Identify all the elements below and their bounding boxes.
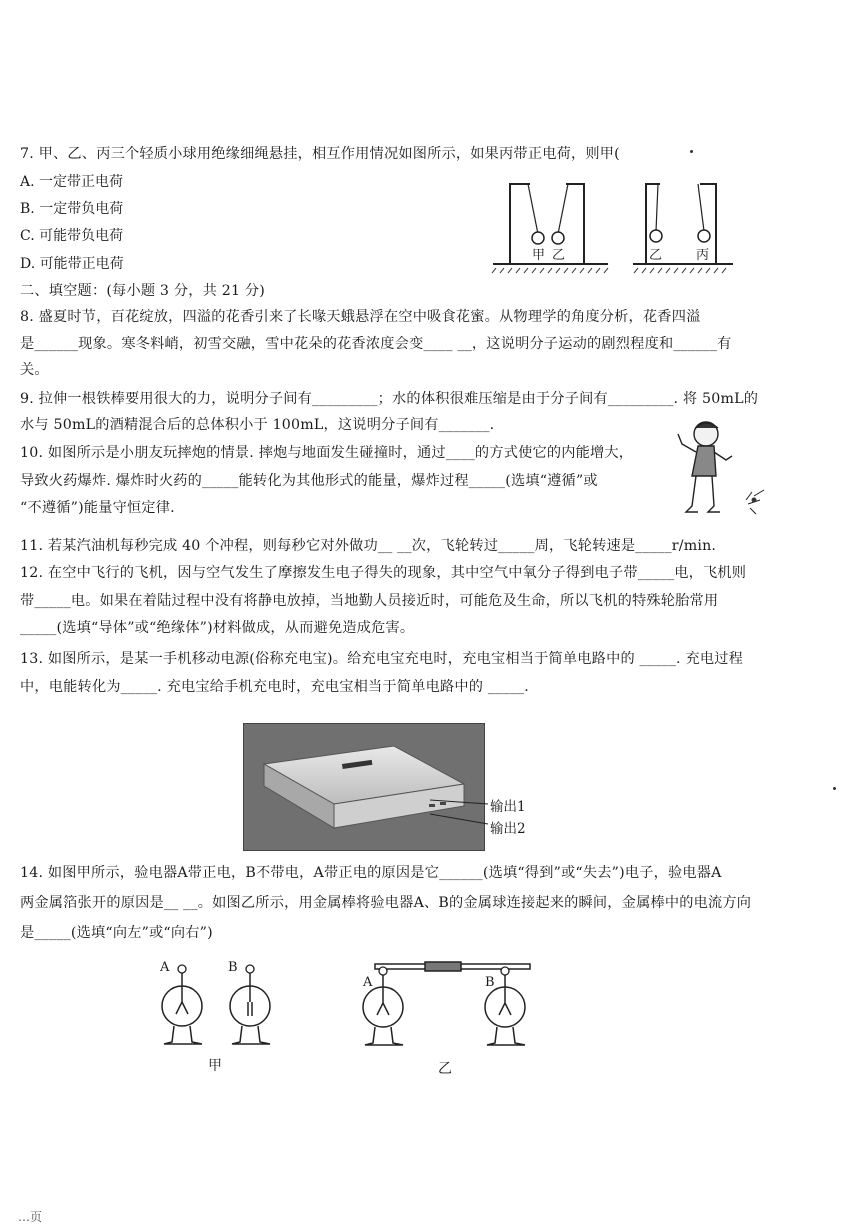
q7-option-d: D. 可能带正电荷: [20, 256, 124, 272]
q10-child-figure: [668, 416, 773, 520]
ball-label-bing: 丙: [696, 248, 710, 263]
q10-line-2: 导致火药爆炸. 爆炸时火药的_____能转化为其他形式的能量，爆炸过程_____(选填“遵循”或: [20, 473, 598, 489]
q9-line-2: 水与 50mL的酒精混合后的总体积小于 100mL，这说明分子间有_______.: [20, 417, 495, 433]
output-1-label: 输出1: [490, 799, 526, 815]
q10-line-1: 10. 如图所示是小朋友玩摔炮的情景. 摔炮与地面发生碰撞时，通过____的方式使它的内能增大，: [20, 445, 634, 461]
ball-label-yi: 乙: [552, 248, 566, 263]
q14-line-3: 是_____(选填“向左”或“向右”): [20, 925, 213, 941]
q7-option-c: C. 可能带负电荷: [20, 228, 124, 244]
q7-option-a: A. 一定带正电荷: [20, 174, 124, 190]
figure-caption-yi: 乙: [438, 1061, 452, 1077]
q13-line-2: 中，电能转化为_____. 充电宝给手机充电时，充电宝相当于简单电路中的 _____.: [20, 679, 530, 695]
ball-label-jia: 甲: [532, 248, 546, 263]
q12-line-3: _____(选填“导体”或“绝缘体”)材料做成，从而避免造成危害。: [20, 620, 415, 636]
electroscope-b-label: B: [228, 960, 238, 975]
q7-figure: [488, 176, 738, 274]
q9-line-1: 9. 拉伸一根铁棒要用很大的力，说明分子间有_________；水的体积很难压缩是由于分子间有_________. 将 50mL的: [20, 391, 759, 407]
q14-line-1: 14. 如图甲所示，验电器A带正电，B不带电，A带正电的原因是它______(选填“得到”或“失去”)电子，验电器A: [20, 865, 722, 881]
q8-line-2: 是______现象。寒冬料峭，初雪交融，雪中花朵的花香浓度会变____ __，这说明分子运动的剧烈程度和______有: [20, 336, 732, 352]
section2-title: 二、填空题：(每小题 3 分，共 21 分): [20, 283, 266, 299]
electroscope-figure-jia: [150, 958, 290, 1058]
q13-line-1: 13. 如图所示，是某一手机移动电源(俗称充电宝)。给充电宝充电时，充电宝相当于简单电路中的 _____. 充电过程: [20, 651, 743, 667]
q7-option-b: B. 一定带负电荷: [20, 201, 124, 217]
scan-speck: [690, 150, 693, 153]
scan-speck: [833, 787, 836, 790]
q7-stem: 7. 甲、乙、丙三个轻质小球用绝缘细绳悬挂，相互作用情况如图所示，如果丙带正电荷，则甲(: [20, 146, 620, 162]
q8-line-1: 8. 盛夏时节，百花绽放，四溢的花香引来了长喙天蛾悬浮在空中吸食花蜜。从物理学的角度分析，花香四溢: [20, 309, 701, 325]
electroscope-a-label: A: [160, 960, 170, 975]
power-bank-pointers: [430, 792, 490, 832]
q12-line-2: 带_____电。如果在着陆过程中没有将静电放掉，当地勤人员接近时，可能危及生命，所以飞机的特殊轮胎常用: [20, 593, 719, 609]
electroscope-a-label-2: A: [363, 975, 373, 990]
q14-line-2: 两金属箔张开的原因是__ __。如图乙所示，用金属棒将验电器A、B的金属球连接起来的瞬间，金属棒中的电流方向: [20, 895, 752, 911]
ball-label-yi-2: 乙: [649, 248, 663, 263]
page-footer: …页: [18, 1210, 43, 1224]
q12-line-1: 12. 在空中飞行的飞机，因与空气发生了摩擦发生电子得失的现象，其中空气中氧分子得到电子带_____电，飞机则: [20, 565, 747, 581]
q11: 11. 若某汽油机每秒完成 40 个冲程，则每秒它对外做功__ __次，飞轮转过_____周，飞轮转速是_____r/min.: [20, 538, 717, 554]
figure-caption-jia: 甲: [208, 1058, 222, 1074]
q8-line-3: 关。: [20, 362, 49, 378]
q10-line-3: “不遵循”)能量守恒定律.: [20, 500, 175, 516]
output-2-label: 输出2: [490, 821, 526, 837]
electroscope-figure-yi: [355, 955, 540, 1055]
electroscope-b-label-2: B: [485, 975, 495, 990]
